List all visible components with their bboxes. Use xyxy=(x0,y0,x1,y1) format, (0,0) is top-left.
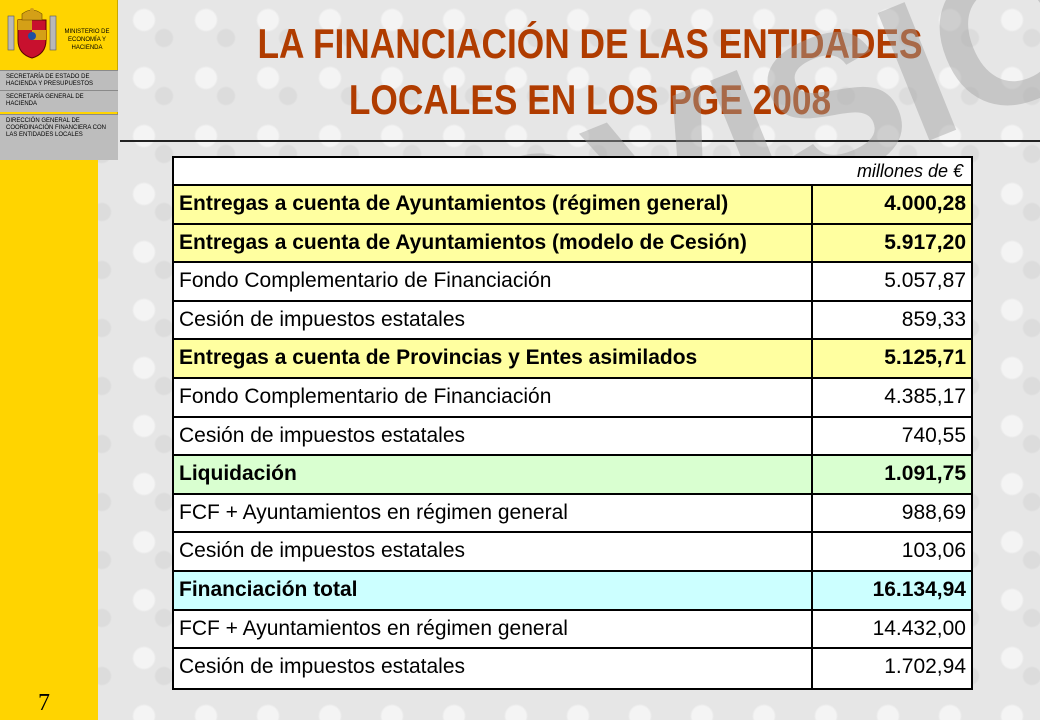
row-value: 4.385,17 xyxy=(884,384,966,408)
row-value: 1.091,75 xyxy=(884,462,966,486)
title-line-1: LA FINANCIACIÓN DE LAS ENTIDADES xyxy=(257,20,923,67)
row-label: Entregas a cuenta de Ayuntamientos (régimen general) xyxy=(174,186,813,223)
table-row xyxy=(174,418,971,457)
row-label: Fondo Complementario de Financiación xyxy=(174,263,813,300)
row-value: 1.702,94 xyxy=(884,655,966,679)
unit-row xyxy=(174,158,971,186)
coat-of-arms-icon xyxy=(6,6,58,62)
table-row xyxy=(174,340,971,379)
row-label: Liquidación xyxy=(174,456,813,493)
row-label: FCF + Ayuntamientos en régimen general xyxy=(174,495,813,532)
ministry-name: MINISTERIO DE ECONOMÍA Y HACIENDA xyxy=(64,29,110,51)
table-row xyxy=(174,495,971,534)
row-value: 5.125,71 xyxy=(884,346,966,370)
row-value: 14.432,00 xyxy=(872,616,966,640)
table-row xyxy=(174,611,971,650)
title-line-2: LOCALES EN LOS PGE 2008 xyxy=(348,76,832,123)
row-label: Cesión de impuestos estatales xyxy=(174,302,813,339)
row-value: 5.057,87 xyxy=(884,269,966,293)
ministry-header xyxy=(0,0,118,160)
secretaria-general-label: SECRETARÍA GENERAL DE HACIENDA xyxy=(0,90,118,112)
row-value: 859,33 xyxy=(901,307,966,331)
row-label: Entregas a cuenta de Ayuntamientos (modelo de Cesión) xyxy=(174,225,813,262)
direccion-general-label: DIRECCIÓN GENERAL DE COORDINACIÓN FINANCIERA CON LAS ENTIDADES LOCALES xyxy=(0,114,118,160)
table-row xyxy=(174,456,971,495)
row-label: FCF + Ayuntamientos en régimen general xyxy=(174,611,813,648)
row-value: 740,55 xyxy=(901,423,966,447)
table-row xyxy=(174,263,971,302)
table-row xyxy=(174,572,971,611)
row-label: Fondo Complementario de Financiación xyxy=(174,379,813,416)
row-value: 988,69 xyxy=(901,500,966,524)
row-value: 103,06 xyxy=(901,539,966,563)
row-label: Cesión de impuestos estatales xyxy=(174,649,813,688)
row-label: Financiación total xyxy=(174,572,813,609)
row-label: Cesión de impuestos estatales xyxy=(174,418,813,455)
row-value: 16.134,94 xyxy=(872,577,966,601)
row-label: Cesión de impuestos estatales xyxy=(174,533,813,570)
table-row xyxy=(174,302,971,341)
table-row xyxy=(174,186,971,225)
table-row xyxy=(174,649,971,688)
table-row xyxy=(174,533,971,572)
row-value: 4.000,28 xyxy=(884,192,966,215)
table-row xyxy=(174,225,971,264)
row-value: 5.917,20 xyxy=(884,230,966,254)
ministry-logo-area xyxy=(0,0,118,66)
financing-table xyxy=(172,156,973,690)
table-body xyxy=(174,186,971,688)
unit-label: millones de € xyxy=(856,161,963,181)
table-row xyxy=(174,379,971,418)
secretaria-estado-label: SECRETARÍA DE ESTADO DE HACIENDA Y PRESUPUESTOS xyxy=(0,70,118,90)
page-number: 7 xyxy=(38,690,50,716)
row-label: Entregas a cuenta de Provincias y Entes asimilados xyxy=(174,340,813,377)
